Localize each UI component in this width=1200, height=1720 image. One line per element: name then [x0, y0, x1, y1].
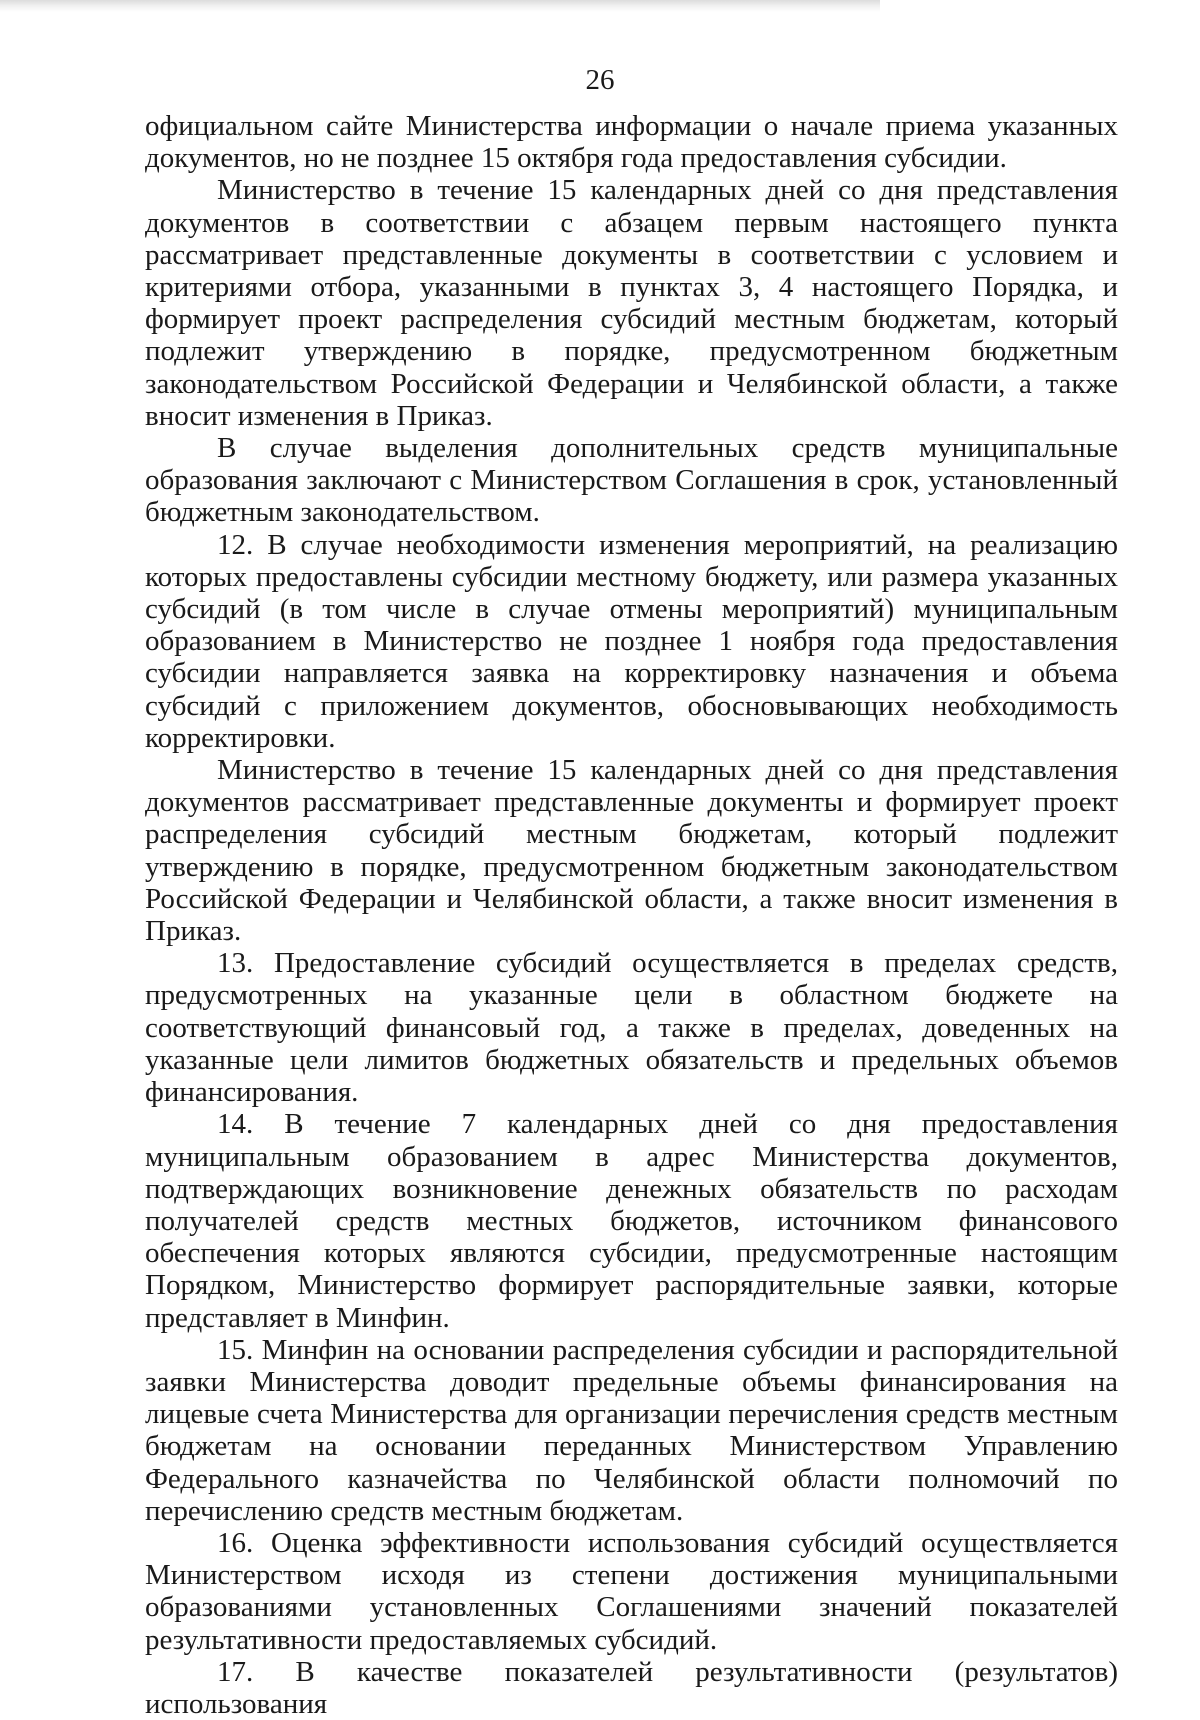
paragraph-additional-funds: В случае выделения дополнительных средств муниципальные образования заключают с Министерством Соглашения в срок, установленный бюджетным законодательством.: [145, 432, 1118, 529]
paragraph-item-16: 16. Оценка эффективности использования субсидий осуществляется Министерством исходя из степени достижения муниципальными образованиями установленных Соглашениями значений показателей результативности предоставляемых субсидий.: [145, 1526, 1118, 1656]
paragraph-item-15: 15. Минфин на основании распределения субсидии и распорядительной заявки Министерства доводит предельные объемы финансирования на лицевые счета Министерства для организации перечисления средств местным бюджетам на основании переданных Министерством Управлению Федерального казначейства по Челябинской области полномочий по перечислению средств местным бюджетам.: [145, 1333, 1118, 1527]
paragraph-ministry-review: Министерство в течение 15 календарных дней со дня представления документов в соответствии с абзацем первым настоящего пункта рассматривает представленные документы в соответствии с условием и критериями отбора, указанными в пунктах 3, 4 настоящего Порядка, и формирует проект распределения субсидий местным бюджетам, который подлежит утверждению в порядке, предусмотренном бюджетным законодательством Российской Федерации и Челябинской области, а также вносит изменения в Приказ.: [145, 174, 1118, 432]
paragraph-continuation: официальном сайте Министерства информации о начале приема указанных документов, но не позднее 15 октября года предоставления субсидии.: [145, 110, 1118, 175]
paragraph-item-12: 12. В случае необходимости изменения мероприятий, на реализацию которых предоставлены субсидии местному бюджету, или размера указанных субсидий (в том числе в случае отмены мероприятий) муниципальным образованием в Министерство не позднее 1 ноября года предоставления субсидии направляется заявка на корректировку назначения и объема субсидий с приложением документов, обосновывающих необходимость корректировки.: [145, 528, 1118, 754]
paragraph-ministry-review-2: Министерство в течение 15 календарных дней со дня представления документов рассматривает представленные документы и формирует проект распределения субсидий местным бюджетам, который подлежит утверждению в порядке, предусмотренном бюджетным законодательством Российской Федерации и Челябинской области, а также вносит изменения в Приказ.: [145, 754, 1118, 948]
paragraph-item-17: 17. В качестве показателей результативности (результатов) использования: [145, 1655, 1118, 1720]
page-number: 26: [585, 64, 615, 96]
scan-edge-artifact: [0, 0, 880, 12]
paragraph-item-14: 14. В течение 7 календарных дней со дня предоставления муниципальным образованием в адрес Министерства документов, подтверждающих возникновение денежных обязательств по расходам получателей средств местных бюджетов, источником финансового обеспечения которых являются субсидии, предусмотренные настоящим Порядком, Министерство формирует распорядительные заявки, которые представляет в Минфин.: [145, 1108, 1118, 1334]
document-body: [145, 110, 1118, 1720]
paragraph-item-13: 13. Предоставление субсидий осуществляется в пределах средств, предусмотренных на указанные цели в областном бюджете на соответствующий финансовый год, а также в пределах, доведенных на указанные цели лимитов бюджетных обязательств и предельных объемов финансирования.: [145, 947, 1118, 1109]
